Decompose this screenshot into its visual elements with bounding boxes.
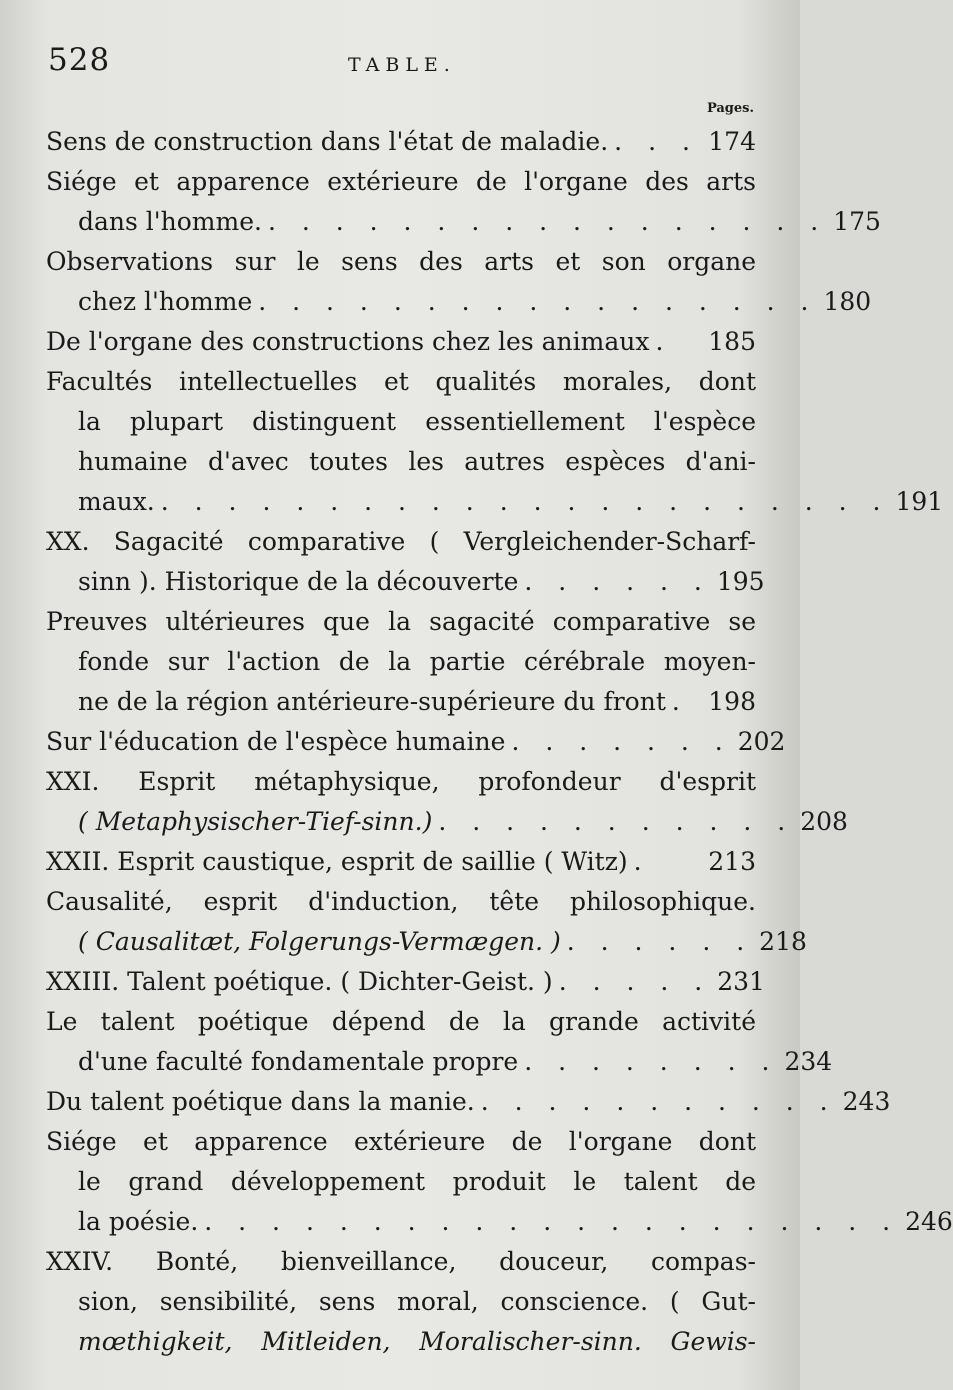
dot-leader: . . . . . . . . (524, 1047, 779, 1076)
dot-leader: . (633, 847, 651, 876)
dot-leader: . . . . . . . . . . . . . . . . . (267, 207, 828, 236)
toc-entry-text: mœthigkeit, Mitleiden, Moralischer-sinn. Gewis- (78, 1327, 756, 1356)
toc-entry (46, 1202, 953, 1242)
dot-leader: . . . . . . . . . . . (438, 807, 795, 836)
dot-leader: . . . (614, 127, 699, 156)
toc-entry-text: XXI. Esprit métaphysique, profondeur d'esprit (46, 767, 756, 796)
toc-entry-text: XX. Sagacité comparative ( Vergleichender-Scharf- (46, 527, 756, 556)
toc-entry-page: 243 (842, 1087, 891, 1116)
toc-entry (46, 282, 872, 322)
dot-leader: . . . . . . . . . . . . . . . . . . . . . (204, 1207, 900, 1236)
toc-entry-line (46, 242, 756, 282)
toc-entry-text: sinn ). Historique de la découverte (78, 567, 519, 596)
toc-entry (46, 322, 756, 362)
toc-entry-line (46, 1122, 756, 1162)
toc-entry-text: XXIII. Talent poétique. ( Dichter-Geist. ) (46, 967, 553, 996)
dot-leader: . . . . . . . . . . . . . . . . . (258, 287, 818, 316)
toc-entry-line (46, 362, 756, 402)
toc-entry-text: Observations sur le sens des arts et son organe (46, 247, 756, 276)
toc-entry-text: la poésie. (78, 1207, 199, 1236)
toc-entry-text: Le talent poétique dépend de la grande activité (46, 1007, 756, 1036)
toc-entry (46, 202, 881, 242)
toc-entry-text: sion, sensibilité, sens moral, conscience. ( Gut- (78, 1287, 756, 1316)
toc-entry-text: Sens de construction dans l'état de maladie. (46, 127, 609, 156)
toc-entry-text: Siége et apparence extérieure de l'organe des arts (46, 167, 756, 196)
toc-entry-text: maux. (78, 487, 155, 516)
toc-entry-page: 218 (759, 927, 807, 956)
toc-entry (46, 682, 756, 722)
pages-column-label: Pages. (706, 101, 754, 116)
toc-entry-text: Facultés intellectuelles et qualités morales, dont (46, 367, 756, 396)
toc-entry-text: De l'organe des constructions chez les animaux (46, 327, 650, 356)
toc-entry-line (46, 162, 756, 202)
toc-entry (46, 722, 786, 762)
dot-leader: . . . . . . (566, 927, 754, 956)
toc-entry-line (46, 1242, 756, 1282)
toc-entry-page: 234 (784, 1047, 833, 1076)
toc-entry-text: XXII. Esprit caustique, esprit de saillie ( Witz) (46, 847, 628, 876)
toc-entry-page: 180 (823, 287, 872, 316)
toc-entry-text: chez l'homme (78, 287, 253, 316)
toc-entry-line (46, 602, 756, 642)
toc-entry-text: d'une faculté fondamentale propre (78, 1047, 519, 1076)
toc-entry (46, 922, 807, 962)
toc-entry-page: 175 (833, 207, 881, 236)
toc-entry-page: 185 (708, 327, 756, 356)
toc-entry-page: 202 (737, 727, 786, 756)
toc-entry-text: Du talent poétique dans la manie. (46, 1087, 475, 1116)
toc-entry-page: 246 (905, 1207, 953, 1236)
toc-entry-line (46, 642, 756, 682)
table-of-contents (46, 122, 953, 1362)
toc-entry-line (46, 762, 756, 802)
toc-entry-text: Causalité, esprit d'induction, tête philosophique. (46, 887, 756, 916)
toc-entry-text: Preuves ultérieures que la sagacité comparative se (46, 607, 756, 636)
toc-entry (46, 962, 765, 1002)
toc-entry-page: 213 (708, 847, 756, 876)
toc-entry-line (46, 1282, 756, 1322)
toc-entry-line (46, 1002, 756, 1042)
toc-entry-line (46, 522, 756, 562)
dot-leader: . (671, 687, 689, 716)
toc-entry-page: 191 (895, 487, 944, 516)
toc-entry-line (46, 442, 756, 482)
toc-entry-line (46, 1322, 756, 1362)
toc-entry-line (46, 402, 756, 442)
toc-entry-text: XXIV. Bonté, bienveillance, douceur, compas- (46, 1247, 756, 1276)
toc-entry-text: ( Causalitæt, Folgerungs-Vermægen. ) (78, 927, 561, 956)
toc-entry-text: ne de la région antérieure-supérieure du front (78, 687, 666, 716)
dot-leader: . . . . . . (524, 567, 711, 596)
dot-leader: . (655, 327, 673, 356)
dot-leader: . . . . . . . (511, 727, 732, 756)
dot-leader: . . . . . (558, 967, 712, 996)
toc-entry-text: le grand développement produit le talent de (78, 1167, 756, 1196)
toc-entry-text: Sur l'éducation de l'espèce humaine (46, 727, 506, 756)
toc-entry-page: 208 (800, 807, 848, 836)
toc-entry-text: dans l'homme. (78, 207, 262, 236)
page-number: 528 (48, 42, 111, 78)
toc-entry-text: ( Metaphysischer-Tief-sinn.) (78, 807, 433, 836)
toc-entry (46, 1042, 833, 1082)
toc-entry (46, 842, 756, 882)
dot-leader: . . . . . . . . . . . (480, 1087, 837, 1116)
toc-entry (46, 562, 765, 602)
running-head: TABLE. (348, 54, 456, 76)
toc-entry-page: 195 (716, 567, 765, 596)
toc-entry-line (46, 882, 756, 922)
toc-entry-page: 198 (708, 687, 756, 716)
toc-entry-text: Siége et apparence extérieure de l'organe dont (46, 1127, 756, 1156)
dot-leader: . . . . . . . . . . . . . . . . . . . . . . (160, 487, 890, 516)
toc-entry (46, 1082, 891, 1122)
toc-entry-page: 231 (717, 967, 765, 996)
toc-entry (46, 482, 944, 522)
toc-entry-line (46, 1162, 756, 1202)
toc-entry-text: la plupart distinguent essentiellement l'espèce (78, 407, 756, 436)
toc-entry-page: 174 (708, 127, 756, 156)
toc-entry-text: fonde sur l'action de la partie cérébrale moyen- (78, 647, 756, 676)
toc-entry (46, 122, 756, 162)
toc-entry-text: humaine d'avec toutes les autres espèces d'ani- (78, 447, 756, 476)
toc-entry (46, 802, 848, 842)
